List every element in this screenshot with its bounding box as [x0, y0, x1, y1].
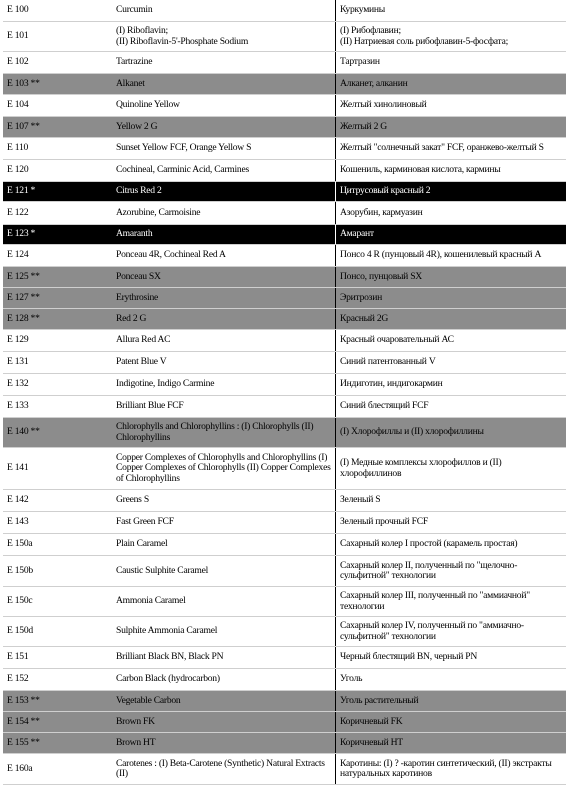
e-number-cell: E 104 [7, 99, 29, 111]
russian-name-cell: Уголь растительный [340, 694, 419, 706]
table-row [3, 754, 566, 785]
table-row [3, 587, 566, 617]
table-row [3, 225, 566, 245]
english-name-cell: Caustic Sulphite Caramel [112, 556, 336, 586]
english-name-cell: Citrus Red 2 [112, 182, 336, 201]
e-number-cell: E 102 [7, 56, 29, 68]
russian-name-cell: Цитрусовый красный 2 [340, 185, 431, 197]
e-number-cell: E 120 [7, 164, 29, 176]
e-number-cell: E 107 ** [7, 120, 40, 132]
table-row [3, 374, 566, 396]
english-name-cell: Indigotine, Indigo Carmine [112, 374, 336, 395]
e-number-cell: E 160a [7, 762, 33, 774]
english-name-cell: Quinoline Yellow [112, 95, 336, 116]
e-number-cell: E 143 [7, 516, 29, 528]
russian-name-cell: Сахарный колер III, полученный по "аммиачной" технологии [340, 590, 530, 612]
table-row [3, 0, 566, 22]
e-number-cell: E 122 [7, 206, 29, 218]
russian-name-cell: Зеленый прочный FCF [340, 516, 428, 528]
e-number-cell: E 121 * [7, 185, 36, 197]
russian-name-cell: Алканет, алканин [340, 77, 408, 89]
russian-name-cell: Черный блестящий BN, черный PN [340, 651, 478, 663]
english-name-cell: Azorubine, Carmoisine [112, 202, 336, 224]
russian-name-cell: Красный очаровательный АС [340, 334, 454, 346]
table-row [3, 352, 566, 374]
e-number-cell: E 125 ** [7, 270, 40, 282]
russian-name-cell: Желтый хинолиновый [340, 99, 427, 111]
english-name-cell: Carbon Black (hydrocarbon) [112, 669, 336, 690]
e-number-cell: E 101 [7, 30, 29, 42]
russian-name-cell: Азорубин, кармуазин [340, 206, 423, 218]
english-name-cell: Red 2 G [112, 309, 336, 329]
english-name-cell: Amaranth [112, 225, 336, 244]
russian-name-cell: (I) Рибофлавин; (II) Натриевая соль рибофлавин-5-фосфата; [340, 25, 509, 47]
russian-name-cell: Коричневый FK [340, 715, 403, 727]
e-number-cell: E 152 [7, 673, 29, 685]
e-number-cell: E 141 [7, 462, 29, 474]
english-name-cell: (I) Riboflavin; (II) Riboflavin-5'-Phosphate Sodium [112, 22, 336, 51]
russian-name-cell: (I) Медные комплексы хлорофиллов и (II) хлорофиллинов [340, 457, 502, 479]
russian-name-cell: Уголь [340, 673, 363, 685]
english-name-cell: Copper Complexes of Chlorophylls and Chlorophyllins (I) Copper Complexes of Chlorophylls (II) Copper Complexes of Chlorophyllins [112, 448, 336, 489]
table-row [3, 309, 566, 330]
russian-name-cell: Тартразин [340, 56, 380, 68]
table-row [3, 160, 566, 182]
russian-name-cell: Зеленый S [340, 494, 381, 506]
russian-name-cell: Эритрозин [340, 291, 382, 303]
e-number-cell: E 150a [7, 538, 33, 550]
table-row [3, 691, 566, 712]
table-row [3, 733, 566, 754]
english-name-cell: Plain Caramel [112, 534, 336, 555]
table-row [3, 556, 566, 587]
e-number-cell: E 142 [7, 494, 29, 506]
additives-table [3, 0, 566, 785]
russian-name-cell: Понсо 4 R (пунцовый 4R), кошенилевый красный А [340, 249, 542, 261]
russian-name-cell: Сахарный колер IV, полученный по "аммиачно-сульфитной" технологии [340, 620, 524, 642]
table-row [3, 117, 566, 138]
english-name-cell: Brilliant Blue FCF [112, 396, 336, 417]
table-row [3, 448, 566, 490]
table-row [3, 138, 566, 160]
e-number-cell: E 110 [7, 142, 29, 154]
table-row [3, 396, 566, 418]
table-row [3, 669, 566, 691]
russian-name-cell: Желтый 2 G [340, 120, 387, 132]
e-number-cell: E 150c [7, 595, 33, 607]
russian-name-cell: Кошениль, карминовая кислота, кармины [340, 164, 501, 176]
e-number-cell: E 123 * [7, 228, 36, 240]
e-number-cell: E 127 ** [7, 291, 40, 303]
english-name-cell: Ammonia Caramel [112, 587, 336, 616]
russian-name-cell: Понсо, пунцовый SX [340, 270, 422, 282]
table-row [3, 418, 566, 448]
english-name-cell: Carotenes : (I) Beta-Carotene (Synthetic) Natural Extracts (II) [112, 754, 336, 784]
english-name-cell: Erythrosine [112, 288, 336, 308]
table-row [3, 52, 566, 74]
e-number-cell: E 150d [7, 625, 33, 637]
e-number-cell: E 131 [7, 356, 29, 368]
e-number-cell: E 129 [7, 334, 29, 346]
e-number-cell: E 124 [7, 249, 29, 261]
english-name-cell: Sulphite Ammonia Caramel [112, 617, 336, 646]
russian-name-cell: Желтый "солнечный закат" FCF, оранжево-желтый S [340, 142, 544, 154]
e-number-cell: E 103 ** [7, 77, 40, 89]
e-number-cell: E 155 ** [7, 736, 40, 748]
russian-name-cell: Сахарный колер I простой (карамель простая) [340, 538, 518, 550]
table-row [3, 712, 566, 733]
table-row [3, 534, 566, 556]
russian-name-cell: Каротины: (I) ? -каротин синтетический, (II) экстракты натуральных каротинов [340, 757, 552, 779]
table-row [3, 267, 566, 288]
russian-name-cell: Куркумины [340, 4, 386, 16]
english-name-cell: Brilliant Black BN, Black PN [112, 647, 336, 668]
table-row [3, 647, 566, 669]
english-name-cell: Patent Blue V [112, 352, 336, 373]
english-name-cell: Greens S [112, 490, 336, 511]
english-name-cell: Ponceau 4R, Cochineal Red A [112, 245, 336, 266]
table-row [3, 490, 566, 512]
english-name-cell: Brown FK [112, 712, 336, 732]
table-row [3, 330, 566, 352]
table-row [3, 245, 566, 267]
russian-name-cell: Синий патентованный V [340, 356, 436, 368]
russian-name-cell: Коричневый HT [340, 736, 403, 748]
english-name-cell: Ponceau SX [112, 267, 336, 287]
table-row [3, 512, 566, 534]
table-row [3, 288, 566, 309]
english-name-cell: Vegetable Carbon [112, 691, 336, 711]
russian-name-cell: Синий блестящий FCF [340, 400, 429, 412]
table-row [3, 22, 566, 52]
e-number-cell: E 133 [7, 400, 29, 412]
english-name-cell: Brown HT [112, 733, 336, 753]
english-name-cell: Sunset Yellow FCF, Orange Yellow S [112, 138, 336, 159]
table-row [3, 617, 566, 647]
english-name-cell: Curcumin [112, 0, 336, 21]
english-name-cell: Cochineal, Carminic Acid, Carmines [112, 160, 336, 181]
russian-name-cell: Красный 2G [340, 312, 389, 324]
english-name-cell: Yellow 2 G [112, 117, 336, 137]
english-name-cell: Fast Green FCF [112, 512, 336, 533]
e-number-cell: E 140 ** [7, 426, 40, 438]
e-number-cell: E 151 [7, 651, 29, 663]
table-row [3, 74, 566, 95]
russian-name-cell: Сахарный колер II, полученный по "щелочно-сульфитной" технологии [340, 559, 518, 581]
e-number-cell: E 153 ** [7, 694, 40, 706]
english-name-cell: Tartrazine [112, 52, 336, 73]
e-number-cell: E 100 [7, 4, 29, 16]
e-number-cell: E 150b [7, 564, 33, 576]
russian-name-cell: Амарант [340, 228, 374, 240]
english-name-cell: Alkanet [112, 74, 336, 94]
e-number-cell: E 128 ** [7, 312, 40, 324]
table-row [3, 202, 566, 225]
table-row [3, 182, 566, 202]
english-name-cell: Allura Red AC [112, 330, 336, 351]
e-number-cell: E 154 ** [7, 715, 40, 727]
russian-name-cell: Индиготин, индигокармин [340, 378, 443, 390]
e-number-cell: E 132 [7, 378, 29, 390]
english-name-cell: Chlorophylls and Chlorophyllins : (I) Chlorophylls (II) Chlorophyllins [112, 418, 336, 447]
russian-name-cell: (I) Хлорофиллы и (II) хлорофиллины [340, 426, 484, 438]
table-row [3, 95, 566, 117]
